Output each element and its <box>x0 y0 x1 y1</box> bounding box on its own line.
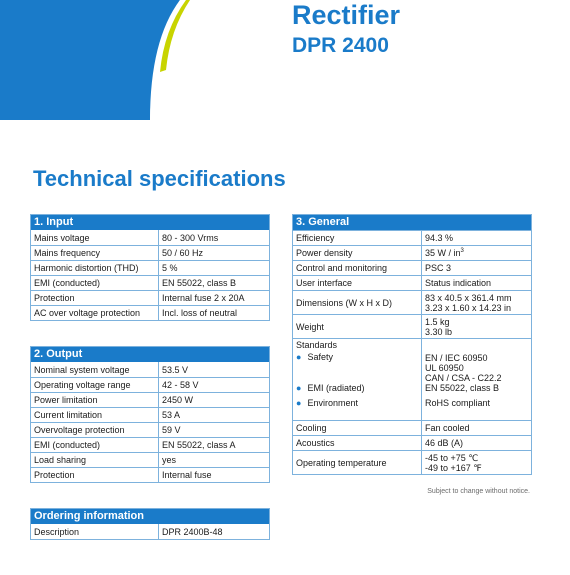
spec-label: Weight <box>293 315 422 338</box>
spec-label: Control and monitoring <box>293 261 422 275</box>
spec-label: Nominal system voltage <box>31 362 159 377</box>
table-row <box>293 450 531 474</box>
spec-value: EN 55022, class B <box>162 278 237 288</box>
spec-label: Description <box>31 524 159 539</box>
product-title: Rectifier <box>292 0 401 30</box>
product-model: DPR 2400 <box>292 34 389 57</box>
table-row <box>293 275 531 290</box>
spec-label: Load sharing <box>31 453 159 467</box>
table-row <box>293 245 531 260</box>
spec-value <box>422 451 531 474</box>
weight-imperial: 3.30 lb <box>425 326 453 337</box>
standards-values <box>422 339 531 420</box>
table-row <box>31 467 269 482</box>
spec-value: 42 - 58 V <box>162 380 199 390</box>
bullet-icon: ● <box>296 398 302 408</box>
spec-value: 59 V <box>162 425 181 435</box>
spec-value: 5 % <box>162 263 178 273</box>
table-row <box>31 422 269 437</box>
spec-value: Internal fuse <box>162 470 212 480</box>
standards-row <box>293 338 531 420</box>
table-row <box>31 305 269 320</box>
standards-label: Standards <box>296 340 338 350</box>
spec-label: Overvoltage protection <box>31 423 159 437</box>
weight-metric: 1.5 kg <box>425 316 450 327</box>
spec-label: Operating temperature <box>293 451 422 474</box>
power-density-value: 35 W / in <box>425 248 461 258</box>
table-row <box>293 230 531 245</box>
environment-label: Environment <box>307 398 358 408</box>
spec-value <box>422 315 531 338</box>
table-row <box>293 290 531 314</box>
table-row <box>293 435 531 450</box>
bullet-icon: ● <box>296 352 302 362</box>
spec-label: Power density <box>293 246 422 260</box>
ordering-info-table <box>30 508 270 540</box>
spec-label: Operating voltage range <box>31 378 159 392</box>
safety-standard: UL 60950 <box>425 363 464 373</box>
table-row <box>31 452 269 467</box>
output-spec-table <box>30 346 270 483</box>
spec-value: 46 dB (A) <box>425 438 464 448</box>
decorative-corner-shapes <box>0 0 200 120</box>
environment-value: RoHS compliant <box>425 398 491 408</box>
spec-label: Protection <box>31 468 159 482</box>
spec-value: 50 / 60 Hz <box>162 248 204 258</box>
emi-radiated-label: EMI (radiated) <box>307 383 365 393</box>
emi-radiated-value: EN 55022, class B <box>425 383 500 393</box>
disclaimer-note: Subject to change without notice. <box>427 488 530 495</box>
spec-value: 94.3 % <box>425 233 454 243</box>
temp-celsius: -45 to +75 ℃ <box>425 452 479 463</box>
spec-value: Internal fuse 2 x 20A <box>162 293 245 303</box>
spec-label: Acoustics <box>293 436 422 450</box>
table-row <box>31 392 269 407</box>
spec-label: Current limitation <box>31 408 159 422</box>
spec-value: DPR 2400B-48 <box>162 526 223 537</box>
section-title: Technical specifications <box>33 166 286 191</box>
table-row <box>31 362 269 377</box>
output-table-heading: 2. Output <box>31 347 269 362</box>
table-row <box>31 407 269 422</box>
spec-label: EMI (conducted) <box>31 438 159 452</box>
table-row <box>31 290 269 305</box>
spec-label: Mains frequency <box>31 246 159 260</box>
spec-label: Cooling <box>293 421 422 435</box>
spec-label: Mains voltage <box>31 230 159 245</box>
input-spec-table <box>30 214 270 321</box>
general-spec-table <box>292 214 532 475</box>
table-row <box>31 245 269 260</box>
spec-value: 53 A <box>162 410 181 420</box>
table-row <box>31 524 269 539</box>
spec-value <box>422 246 531 260</box>
dimensions-metric: 83 x 40.5 x 361.4 mm <box>425 292 512 303</box>
spec-value: Fan cooled <box>425 423 470 433</box>
spec-label: AC over voltage protection <box>31 306 159 320</box>
table-row <box>31 275 269 290</box>
ordering-rows <box>31 524 269 539</box>
table-row <box>31 230 269 245</box>
input-table-heading: 1. Input <box>31 215 269 230</box>
spec-value: yes <box>162 455 177 465</box>
spec-label: User interface <box>293 276 422 290</box>
spec-value: Status indication <box>425 278 492 288</box>
output-rows <box>31 362 269 482</box>
bullet-icon: ● <box>296 383 302 393</box>
spec-label: Dimensions (W x H x D) <box>293 291 422 314</box>
table-row <box>31 377 269 392</box>
spec-label: EMI (conducted) <box>31 276 159 290</box>
table-row <box>293 260 531 275</box>
spec-value: 53.5 V <box>162 364 189 375</box>
spec-label: Power limitation <box>31 393 159 407</box>
spec-value <box>422 291 531 314</box>
temp-fahrenheit: -49 to +167 ℉ <box>425 462 482 473</box>
spec-value: Incl. loss of neutral <box>162 308 238 318</box>
table-row <box>293 314 531 338</box>
power-density-exponent: 3 <box>460 248 464 254</box>
table-row <box>293 420 531 435</box>
table-row <box>31 260 269 275</box>
spec-value: 2450 W <box>162 395 194 405</box>
safety-standard: CAN / CSA - C22.2 <box>425 373 502 383</box>
spec-label: Efficiency <box>293 231 422 245</box>
spec-label: Harmonic distortion (THD) <box>31 261 159 275</box>
safety-label: Safety <box>307 352 333 362</box>
spec-label: Protection <box>31 291 159 305</box>
spec-value: 80 - 300 Vrms <box>162 232 219 243</box>
ordering-table-heading: Ordering information <box>31 509 269 524</box>
input-rows <box>31 230 269 320</box>
dimensions-imperial: 3.23 x 1.60 x 14.23 in <box>425 302 512 313</box>
table-row <box>31 437 269 452</box>
spec-value: EN 55022, class A <box>162 440 236 450</box>
general-table-heading: 3. General <box>293 215 531 230</box>
spec-value: PSC 3 <box>425 263 452 273</box>
safety-standard: EN / IEC 60950 <box>425 353 488 363</box>
standards-labels <box>293 339 422 420</box>
